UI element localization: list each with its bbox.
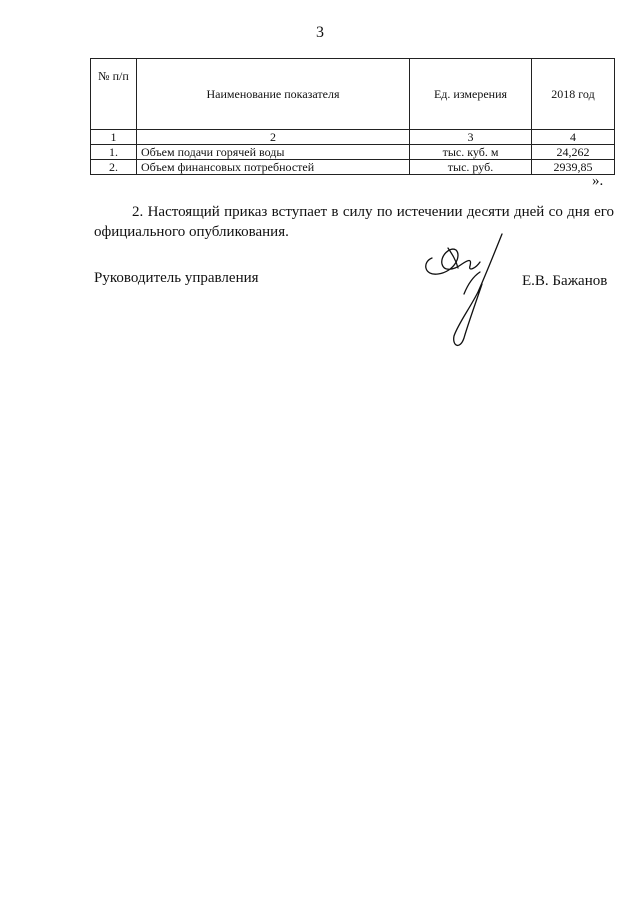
header-year: 2018 год: [532, 59, 615, 130]
page-number: 3: [316, 24, 324, 41]
closing-quote: ».: [592, 173, 604, 189]
header-unit: Ед. измерения: [410, 59, 532, 130]
header-number: № п/п: [91, 59, 137, 130]
index-cell: 2: [137, 130, 410, 145]
table-header-row: [91, 59, 615, 130]
index-cell: 1: [91, 130, 137, 145]
table-index-row: [91, 130, 615, 145]
header-indicator-name: Наименование показателя: [137, 59, 410, 130]
handwritten-signature: [418, 228, 510, 350]
signatory-name: Е.В. Бажанов: [522, 273, 608, 289]
index-cell: 3: [410, 130, 532, 145]
indicators-table: [90, 58, 615, 175]
table-row: [91, 160, 615, 175]
signatory-title: Руководитель управления: [94, 270, 259, 286]
order-paragraph: 2. Настоящий приказ вступает в силу по истечении десяти дней со дня его официального опубликования.: [94, 204, 614, 240]
row-indicator-name: Объем финансовых потребностей: [137, 160, 410, 175]
row-value: 2939,85: [532, 160, 615, 175]
row-unit: тыс. куб. м: [410, 145, 532, 160]
row-number: 1.: [91, 145, 137, 160]
row-indicator-name: Объем подачи горячей воды: [137, 145, 410, 160]
row-value: 24,262: [532, 145, 615, 160]
row-number: 2.: [91, 160, 137, 175]
row-unit: тыс. руб.: [410, 160, 532, 175]
table-row: [91, 145, 615, 160]
index-cell: 4: [532, 130, 615, 145]
